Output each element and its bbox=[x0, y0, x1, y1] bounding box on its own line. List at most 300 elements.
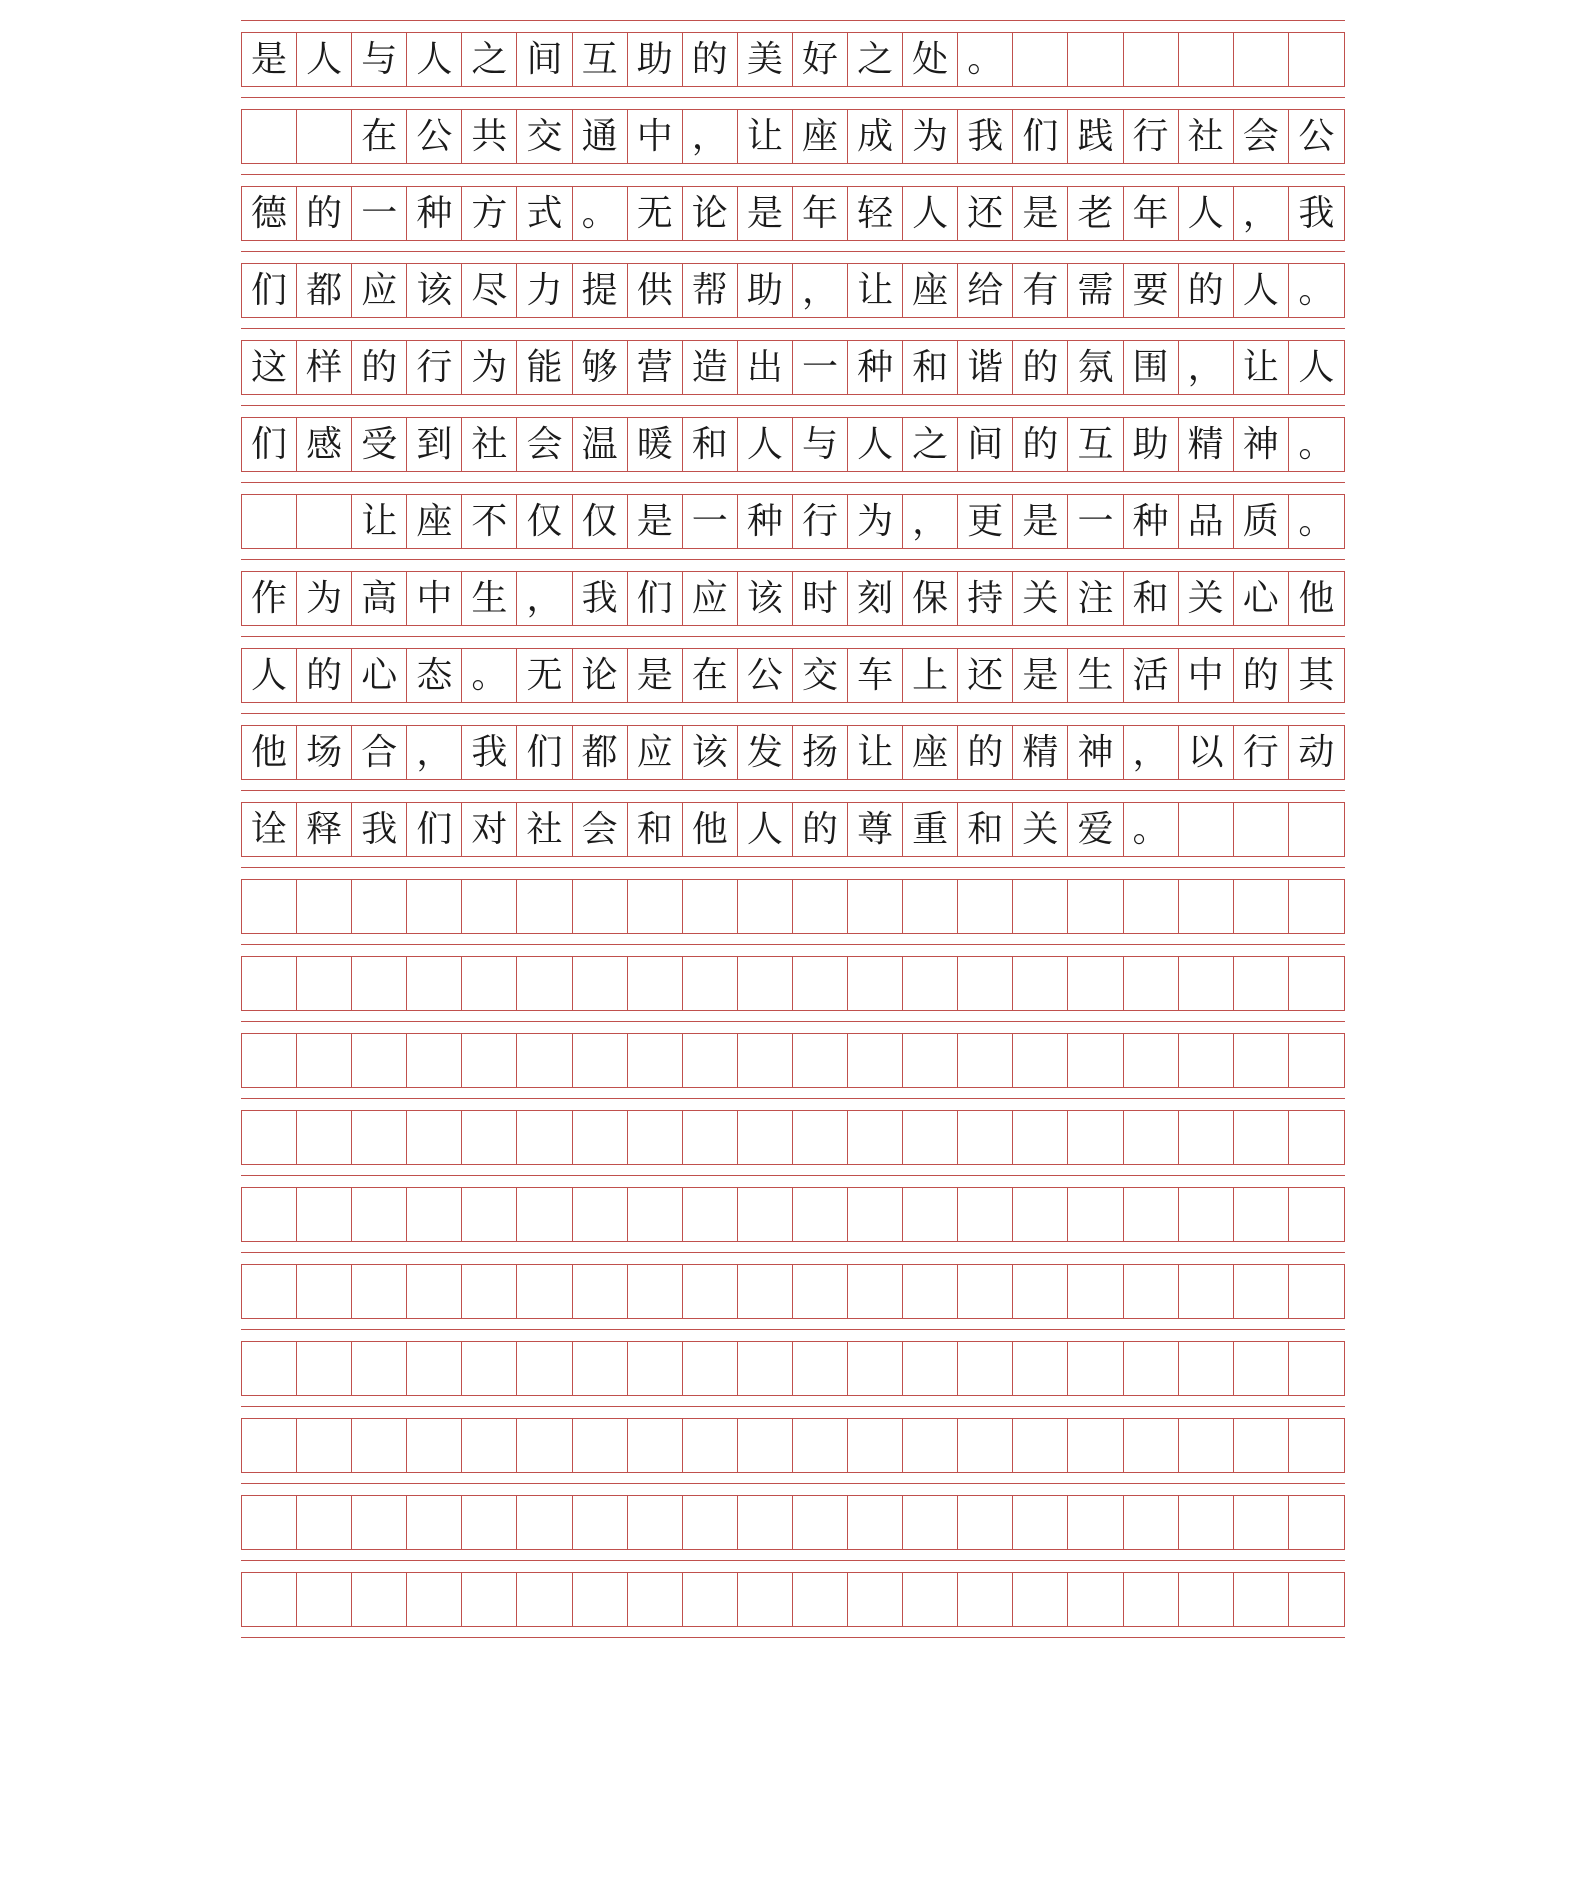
grid-cell: 人 bbox=[848, 418, 903, 471]
grid-cell: 对 bbox=[462, 803, 517, 856]
grid-cell: 合 bbox=[352, 726, 407, 779]
grid-cell: 是 bbox=[1013, 495, 1068, 548]
grid-cell bbox=[573, 1111, 628, 1164]
row-gap-line bbox=[241, 405, 1345, 406]
grid-cell bbox=[462, 1419, 517, 1472]
grid-cell: 扬 bbox=[793, 726, 848, 779]
grid-cell bbox=[1179, 1496, 1234, 1549]
grid-cell: 是 bbox=[242, 33, 297, 86]
grid-cell: 到 bbox=[407, 418, 462, 471]
grid-cell bbox=[462, 957, 517, 1010]
grid-cell: 行 bbox=[407, 341, 462, 394]
grid-cell: 中 bbox=[407, 572, 462, 625]
grid-cell bbox=[1234, 1496, 1289, 1549]
grid-cell bbox=[1234, 1188, 1289, 1241]
grid-cell: 他 bbox=[1298, 577, 1335, 619]
grid-cell bbox=[297, 1342, 352, 1395]
grid-cell bbox=[848, 1034, 903, 1087]
grid-cell bbox=[462, 1265, 517, 1318]
grid-cell bbox=[297, 495, 352, 548]
grid-cell: 无 bbox=[517, 649, 572, 702]
grid-cell bbox=[1124, 33, 1179, 86]
grid-cell: 态 bbox=[407, 649, 462, 702]
grid-cell: 的 bbox=[352, 341, 407, 394]
grid-cell bbox=[958, 1265, 1013, 1318]
row-gap-line bbox=[241, 1560, 1345, 1561]
grid-cell bbox=[793, 1188, 848, 1241]
grid-cell bbox=[462, 1034, 517, 1087]
grid-cell bbox=[242, 1342, 297, 1395]
grid-cell: 老 bbox=[1068, 187, 1123, 240]
grid-cell bbox=[628, 957, 683, 1010]
grid-cell: 的 bbox=[683, 33, 738, 86]
grid-cell bbox=[903, 1111, 958, 1164]
grid-cell: 应 bbox=[352, 264, 407, 317]
grid-cell bbox=[1179, 1573, 1234, 1626]
grid-cell bbox=[738, 1419, 793, 1472]
grid-cell: 助 bbox=[1124, 418, 1179, 471]
grid-cell: 方 bbox=[462, 187, 517, 240]
grid-cell bbox=[1013, 1034, 1068, 1087]
grid-cell bbox=[903, 1034, 958, 1087]
grid-row bbox=[241, 648, 1345, 703]
grid-cell: 温 bbox=[573, 418, 628, 471]
grid-cell bbox=[242, 1265, 297, 1318]
row-gap-line bbox=[241, 482, 1345, 483]
grid-cell: 氛 bbox=[1068, 341, 1123, 394]
grid-cell: 种 bbox=[1124, 495, 1179, 548]
grid-cell bbox=[407, 1188, 462, 1241]
grid-cell bbox=[1179, 1342, 1234, 1395]
grid-cell: 让 bbox=[1234, 341, 1289, 394]
grid-cell: ， bbox=[517, 572, 572, 625]
grid-cell bbox=[1013, 1419, 1068, 1472]
grid-cell: 还 bbox=[958, 649, 1013, 702]
grid-cell: 。 bbox=[573, 187, 628, 240]
grid-cell bbox=[683, 1111, 738, 1164]
grid-cell: 共 bbox=[462, 110, 517, 163]
row-gap-line bbox=[241, 944, 1345, 945]
grid-cell bbox=[903, 1342, 958, 1395]
grid-cell: ， bbox=[1179, 341, 1234, 394]
grid-cell bbox=[1068, 1496, 1123, 1549]
grid-cell bbox=[573, 1573, 628, 1626]
grid-cell bbox=[1234, 1265, 1289, 1318]
grid-cell: 时 bbox=[793, 572, 848, 625]
grid-cell bbox=[297, 957, 352, 1010]
grid-cell bbox=[517, 1111, 572, 1164]
grid-cell bbox=[1289, 1265, 1344, 1318]
grid-cell: 刻 bbox=[848, 572, 903, 625]
grid-cell: 为 bbox=[297, 572, 352, 625]
grid-cell bbox=[242, 1573, 297, 1626]
grid-cell: 他 bbox=[242, 726, 297, 779]
grid-cell bbox=[1068, 1188, 1123, 1241]
grid-cell: 关 bbox=[1013, 803, 1068, 856]
grid-cell: 都 bbox=[573, 726, 628, 779]
grid-cell bbox=[683, 1034, 738, 1087]
grid-cell bbox=[628, 1496, 683, 1549]
grid-cell bbox=[242, 1496, 297, 1549]
grid-row bbox=[241, 956, 1345, 1011]
grid-cell: 力 bbox=[517, 264, 572, 317]
grid-cell: 该 bbox=[407, 264, 462, 317]
grid-cell bbox=[517, 1188, 572, 1241]
grid-cell: 不 bbox=[462, 495, 517, 548]
grid-cell bbox=[683, 957, 738, 1010]
grid-cell bbox=[1124, 880, 1179, 933]
grid-cell bbox=[1179, 1188, 1234, 1241]
grid-cell: 车 bbox=[848, 649, 903, 702]
grid-row bbox=[241, 263, 1345, 318]
grid-cell bbox=[297, 880, 352, 933]
grid-cell bbox=[628, 1573, 683, 1626]
grid-cell bbox=[297, 1496, 352, 1549]
grid-cell bbox=[352, 1265, 407, 1318]
grid-cell bbox=[1234, 1573, 1289, 1626]
grid-cell bbox=[1013, 1496, 1068, 1549]
grid-cell bbox=[683, 1342, 738, 1395]
grid-cell: 是 bbox=[628, 495, 683, 548]
grid-cell: 谐 bbox=[958, 341, 1013, 394]
grid-cell: 一 bbox=[1068, 495, 1123, 548]
grid-cell bbox=[573, 1496, 628, 1549]
grid-row bbox=[241, 340, 1345, 395]
grid-cell: 们 bbox=[242, 264, 297, 317]
grid-cell bbox=[1124, 1188, 1179, 1241]
grid-cell bbox=[1234, 33, 1289, 86]
grid-cell: 是 bbox=[738, 187, 793, 240]
grid-cell: 为 bbox=[848, 495, 903, 548]
grid-cell: 为 bbox=[462, 341, 517, 394]
grid-cell: 精 bbox=[1179, 418, 1234, 471]
grid-cell bbox=[683, 880, 738, 933]
grid-cell: 诠 bbox=[242, 803, 297, 856]
grid-cell: 好 bbox=[793, 33, 848, 86]
grid-cell: 让 bbox=[848, 264, 903, 317]
grid-cell: 他 bbox=[683, 803, 738, 856]
grid-cell bbox=[1124, 1496, 1179, 1549]
row-gap-line bbox=[241, 867, 1345, 868]
grid-cell bbox=[1179, 1111, 1234, 1164]
grid-cell bbox=[628, 1419, 683, 1472]
grid-cell bbox=[297, 1573, 352, 1626]
row-gap-line bbox=[241, 636, 1345, 637]
grid-cell: 是 bbox=[1013, 187, 1068, 240]
grid-cell: 式 bbox=[517, 187, 572, 240]
grid-cell: 需 bbox=[1068, 264, 1123, 317]
grid-cell bbox=[848, 1419, 903, 1472]
grid-cell: 人 bbox=[903, 187, 958, 240]
grid-cell: 的 bbox=[1234, 649, 1289, 702]
grid-cell: 人 bbox=[1234, 264, 1289, 317]
grid-cell: 公 bbox=[407, 110, 462, 163]
grid-cell: 尊 bbox=[848, 803, 903, 856]
grid-cell: 出 bbox=[738, 341, 793, 394]
grid-row bbox=[241, 725, 1345, 780]
grid-cell: 关 bbox=[1179, 572, 1234, 625]
grid-cell: 人 bbox=[1179, 187, 1234, 240]
grid-cell: 一 bbox=[793, 341, 848, 394]
grid-cell: 们 bbox=[242, 418, 297, 471]
grid-cell bbox=[517, 1034, 572, 1087]
grid-cell: 该 bbox=[683, 726, 738, 779]
grid-cell: 与 bbox=[352, 33, 407, 86]
grid-cell bbox=[242, 1034, 297, 1087]
grid-row bbox=[241, 186, 1345, 241]
grid-cell bbox=[1179, 1265, 1234, 1318]
grid-cell: 为 bbox=[903, 110, 958, 163]
grid-cell: ， bbox=[793, 264, 848, 317]
grid-cell bbox=[793, 880, 848, 933]
grid-cell bbox=[958, 1419, 1013, 1472]
grid-cell: 和 bbox=[628, 803, 683, 856]
grid-cell bbox=[517, 1573, 572, 1626]
grid-cell: 中 bbox=[1179, 649, 1234, 702]
grid-cell bbox=[1234, 1419, 1289, 1472]
grid-cell: 种 bbox=[738, 495, 793, 548]
grid-cell bbox=[903, 1188, 958, 1241]
grid-cell bbox=[1179, 33, 1234, 86]
grid-cell bbox=[517, 1419, 572, 1472]
grid-cell: 精 bbox=[1013, 726, 1068, 779]
grid-cell bbox=[1013, 1265, 1068, 1318]
grid-cell: 其 bbox=[1298, 654, 1335, 696]
grid-cell bbox=[1179, 803, 1234, 856]
grid-cell bbox=[793, 1111, 848, 1164]
grid-cell: 行 bbox=[1234, 726, 1289, 779]
grid-cell bbox=[1124, 1265, 1179, 1318]
grid-cell: 和 bbox=[903, 341, 958, 394]
grid-cell: 人 bbox=[1298, 346, 1335, 388]
grid-cell: 座 bbox=[903, 726, 958, 779]
grid-cell bbox=[407, 880, 462, 933]
grid-cell bbox=[1179, 1034, 1234, 1087]
grid-cell bbox=[352, 1111, 407, 1164]
grid-cell: 会 bbox=[1234, 110, 1289, 163]
row-gap-line bbox=[241, 713, 1345, 714]
grid-cell: 的 bbox=[793, 803, 848, 856]
grid-cell: 品 bbox=[1179, 495, 1234, 548]
grid-cell bbox=[1179, 1419, 1234, 1472]
grid-cell bbox=[462, 1573, 517, 1626]
grid-cell bbox=[848, 1573, 903, 1626]
grid-cell: 活 bbox=[1124, 649, 1179, 702]
grid-cell: 够 bbox=[573, 341, 628, 394]
row-gap-line bbox=[241, 1406, 1345, 1407]
grid-cell: 互 bbox=[573, 33, 628, 86]
grid-cell: 。 bbox=[1298, 423, 1335, 465]
grid-cell: 会 bbox=[573, 803, 628, 856]
grid-cell: 成 bbox=[848, 110, 903, 163]
grid-cell bbox=[297, 110, 352, 163]
grid-cell bbox=[407, 1111, 462, 1164]
grid-cell: 间 bbox=[517, 33, 572, 86]
row-gap-line bbox=[241, 1021, 1345, 1022]
grid-cell: 们 bbox=[517, 726, 572, 779]
grid-cell bbox=[1013, 1188, 1068, 1241]
grid-cell bbox=[517, 957, 572, 1010]
grid-row bbox=[241, 1341, 1345, 1396]
grid-cell bbox=[352, 1188, 407, 1241]
grid-cell: 一 bbox=[683, 495, 738, 548]
grid-cell: ， bbox=[1124, 726, 1179, 779]
grid-cell bbox=[793, 1342, 848, 1395]
grid-cell bbox=[573, 957, 628, 1010]
grid-cell bbox=[407, 1265, 462, 1318]
grid-cell: 年 bbox=[1124, 187, 1179, 240]
grid-cell bbox=[1124, 1342, 1179, 1395]
grid-cell: 有 bbox=[1013, 264, 1068, 317]
grid-cell bbox=[352, 880, 407, 933]
grid-cell: 社 bbox=[1179, 110, 1234, 163]
grid-row bbox=[241, 494, 1345, 549]
grid-cell bbox=[1234, 1034, 1289, 1087]
grid-cell bbox=[242, 110, 297, 163]
grid-cell bbox=[573, 1034, 628, 1087]
grid-cell bbox=[573, 1342, 628, 1395]
grid-cell: 座 bbox=[903, 264, 958, 317]
grid-cell bbox=[958, 1573, 1013, 1626]
grid-cell: 与 bbox=[793, 418, 848, 471]
grid-cell bbox=[242, 1111, 297, 1164]
grid-cell: 受 bbox=[352, 418, 407, 471]
grid-cell: 尽 bbox=[462, 264, 517, 317]
grid-cell: 应 bbox=[628, 726, 683, 779]
grid-cell bbox=[1289, 1342, 1344, 1395]
grid-cell: 仅 bbox=[573, 495, 628, 548]
grid-cell: ， bbox=[903, 495, 958, 548]
grid-cell: 人 bbox=[738, 418, 793, 471]
grid-cell: 营 bbox=[628, 341, 683, 394]
grid-cell bbox=[903, 957, 958, 1010]
grid-cell: 之 bbox=[903, 418, 958, 471]
grid-cell: 们 bbox=[628, 572, 683, 625]
grid-cell bbox=[407, 1573, 462, 1626]
grid-cell bbox=[1013, 33, 1068, 86]
grid-cell: 的 bbox=[1013, 418, 1068, 471]
grid-cell bbox=[462, 880, 517, 933]
composition-grid-paper bbox=[241, 20, 1345, 1872]
grid-cell: ， bbox=[407, 726, 462, 779]
grid-cell bbox=[1289, 1573, 1344, 1626]
grid-cell: 暖 bbox=[628, 418, 683, 471]
grid-cell bbox=[352, 1573, 407, 1626]
grid-cell: 的 bbox=[958, 726, 1013, 779]
grid-cell bbox=[903, 880, 958, 933]
grid-cell: 要 bbox=[1124, 264, 1179, 317]
grid-cell: 关 bbox=[1013, 572, 1068, 625]
grid-cell bbox=[573, 880, 628, 933]
grid-cell bbox=[1068, 1111, 1123, 1164]
grid-row bbox=[241, 1110, 1345, 1165]
grid-cell bbox=[793, 1265, 848, 1318]
grid-cell: 。 bbox=[1124, 803, 1179, 856]
grid-cell: 交 bbox=[517, 110, 572, 163]
grid-cell: 互 bbox=[1068, 418, 1123, 471]
row-gap-line bbox=[241, 1329, 1345, 1330]
grid-cell bbox=[1289, 1419, 1344, 1472]
grid-cell bbox=[958, 1496, 1013, 1549]
grid-cell: 释 bbox=[297, 803, 352, 856]
grid-cell: 种 bbox=[407, 187, 462, 240]
grid-cell: 轻 bbox=[848, 187, 903, 240]
grid-cell bbox=[1124, 1419, 1179, 1472]
grid-cell bbox=[958, 957, 1013, 1010]
grid-cell bbox=[958, 1342, 1013, 1395]
grid-cell bbox=[683, 1265, 738, 1318]
grid-cell: 该 bbox=[738, 572, 793, 625]
grid-cell bbox=[462, 1188, 517, 1241]
grid-cell: 人 bbox=[297, 33, 352, 86]
grid-cell bbox=[683, 1496, 738, 1549]
grid-cell: 。 bbox=[958, 33, 1013, 86]
grid-cell bbox=[1289, 1188, 1344, 1241]
grid-cell: 让 bbox=[738, 110, 793, 163]
grid-cell bbox=[1124, 1573, 1179, 1626]
grid-cell: 还 bbox=[958, 187, 1013, 240]
grid-row bbox=[241, 1187, 1345, 1242]
grid-cell: 帮 bbox=[683, 264, 738, 317]
grid-cell bbox=[1068, 1034, 1123, 1087]
grid-cell: 的 bbox=[297, 187, 352, 240]
grid-cell: 在 bbox=[352, 110, 407, 163]
grid-cell: 间 bbox=[958, 418, 1013, 471]
grid-cell bbox=[793, 1034, 848, 1087]
grid-cell bbox=[1068, 1265, 1123, 1318]
grid-cell bbox=[958, 1111, 1013, 1164]
grid-cell: 生 bbox=[462, 572, 517, 625]
grid-cell: 座 bbox=[793, 110, 848, 163]
grid-cell: 我 bbox=[958, 110, 1013, 163]
grid-cell: 高 bbox=[352, 572, 407, 625]
grid-cell bbox=[1013, 1573, 1068, 1626]
grid-cell: 践 bbox=[1068, 110, 1123, 163]
grid-cell: 年 bbox=[793, 187, 848, 240]
grid-cell: 们 bbox=[1013, 110, 1068, 163]
grid-cell bbox=[958, 1034, 1013, 1087]
grid-cell bbox=[793, 1419, 848, 1472]
grid-cell bbox=[628, 1265, 683, 1318]
grid-cell bbox=[573, 1265, 628, 1318]
grid-cell: 心 bbox=[1234, 572, 1289, 625]
grid-cell bbox=[1179, 957, 1234, 1010]
grid-cell bbox=[793, 1496, 848, 1549]
grid-cell: 公 bbox=[1298, 115, 1335, 157]
grid-cell: 样 bbox=[297, 341, 352, 394]
grid-cell bbox=[1289, 1034, 1344, 1087]
grid-cell: 仅 bbox=[517, 495, 572, 548]
grid-cell bbox=[738, 1034, 793, 1087]
grid-cell: 美 bbox=[738, 33, 793, 86]
grid-cell bbox=[1068, 957, 1123, 1010]
grid-cell: 行 bbox=[1124, 110, 1179, 163]
grid-cell bbox=[573, 1419, 628, 1472]
grid-cell: 座 bbox=[407, 495, 462, 548]
grid-cell bbox=[1234, 880, 1289, 933]
grid-cell bbox=[297, 1419, 352, 1472]
grid-cell: 神 bbox=[1234, 418, 1289, 471]
grid-cell: 持 bbox=[958, 572, 1013, 625]
grid-row bbox=[241, 1264, 1345, 1319]
row-gap-line bbox=[241, 1098, 1345, 1099]
grid-cell: 是 bbox=[1013, 649, 1068, 702]
grid-cell: 人 bbox=[407, 33, 462, 86]
grid-cell: 都 bbox=[297, 264, 352, 317]
grid-cell bbox=[242, 1419, 297, 1472]
grid-cell bbox=[1234, 1342, 1289, 1395]
grid-cell: 我 bbox=[462, 726, 517, 779]
